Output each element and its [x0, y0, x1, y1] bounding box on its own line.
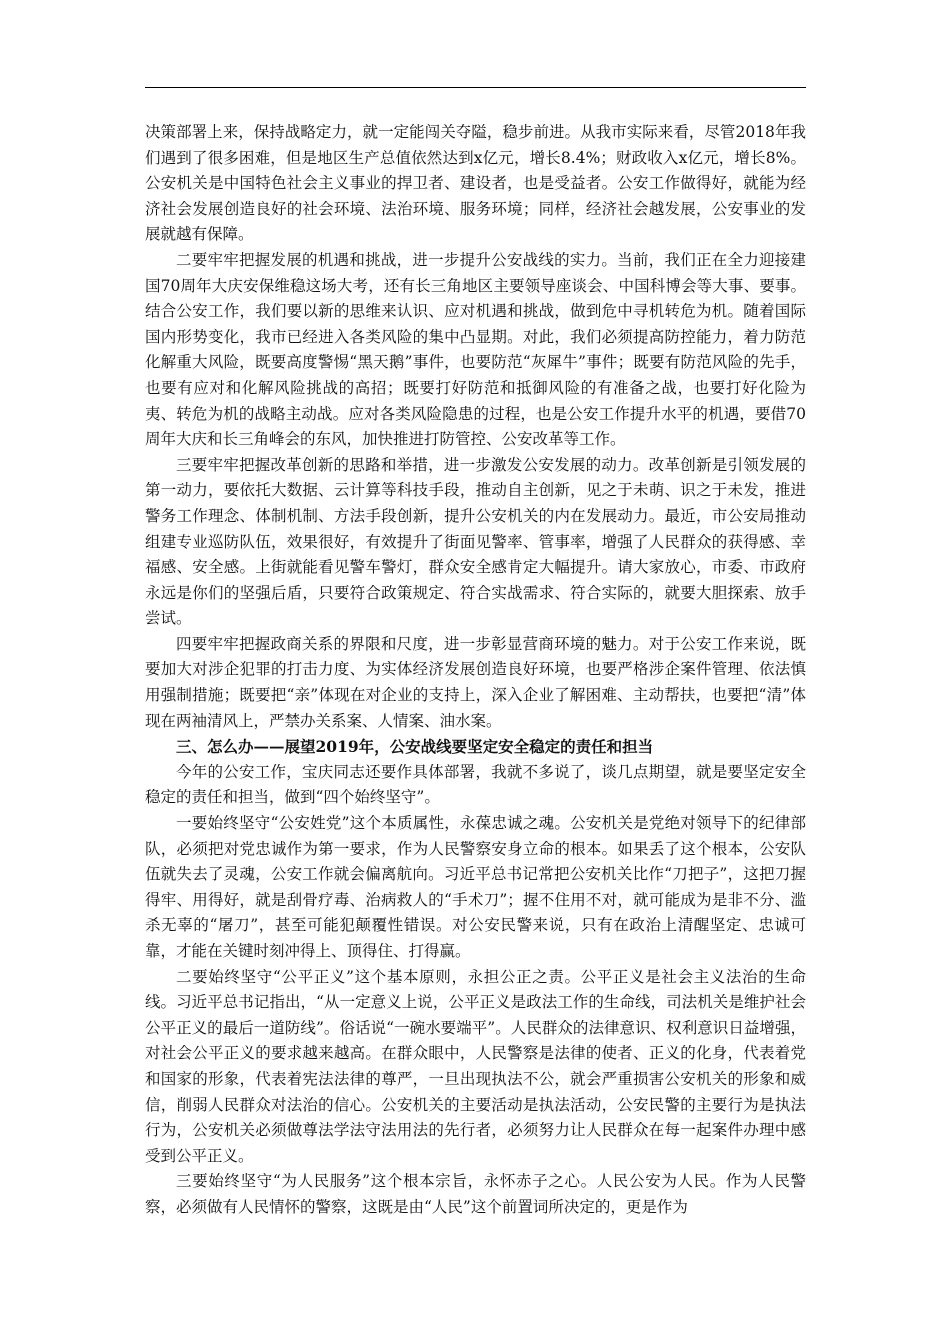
- header-rule: [145, 87, 806, 88]
- paragraph: 二要牢牢把握发展的机遇和挑战，进一步提升公安战线的实力。当前，我们正在全力迎接建国70周年大庆安保维稳这场大考，还有长三角地区主要领导座谈会、中国科博会等大事、要事。结合公安工作，我们要以新的思维来认识、应对机遇和挑战，做到危中寻机转危为机。随着国际国内形势变化，我市已经进入各类风险的集中凸显期。对此，我们必须提高防控能力，着力防范化解重大风险，既要高度警惕“黑天鹅”事件，也要防范“灰犀牛”事件；既要有防范风险的先手，也要有应对和化解风险挑战的高招；既要打好防范和抵御风险的有准备之战，也要打好化险为夷、转危为机的战略主动战。应对各类风险隐患的过程，也是公安工作提升水平的机遇，要借70周年大庆和长三角峰会的东风，加快推进打防管控、公安改革等工作。: [145, 250, 806, 449]
- paragraph: 一要始终坚守“公安姓党”这个本质属性，永葆忠诚之魂。公安机关是党绝对领导下的纪律部队，必须把对党忠诚作为第一要求，作为人民警察安身立命的根本。如果丢了这个根本，公安队伍就失去了灵魂，公安工作就会偏离航向。习近平总书记常把公安机关比作“刀把子”，这把刀握得牢、用得好，就是刮骨疗毒、治病救人的“手术刀”；握不住用不对，就可能成为是非不分、滥杀无辜的“屠刀”，甚至可能犯颠覆性错误。对公安民警来说，只有在政治上清醒坚定、忠诚可靠，才能在关键时刻冲得上、顶得住、打得赢。: [145, 814, 806, 960]
- paragraph: 三要牢牢把握改革创新的思路和举措，进一步激发公安发展的动力。改革创新是引领发展的第一动力，要依托大数据、云计算等科技手段，推动自主创新，见之于未萌、识之于未发，推进警务工作理念、体制机制、方法手段创新，提升公安机关的内在发展动力。最近，市公安局推动组建专业巡防队伍，效果很好，有效提升了街面见警率、管事率，增强了人民群众的获得感、幸福感、安全感。上街就能看见警车警灯，群众安全感肯定大幅提升。请大家放心，市委、市政府永远是你们的坚强后盾，只要符合政策规定、符合实战需求、符合实际的，就要大胆探索、放手尝试。: [145, 455, 806, 628]
- paragraph: 四要牢牢把握政商关系的界限和尺度，进一步彰显营商环境的魅力。对于公安工作来说，既要加大对涉企犯罪的打击力度、为实体经济发展创造良好环境，也要严格涉企案件管理、依法慎用强制措施；既要把“亲”体现在对企业的支持上，深入企业了解困难、主动帮扶，也要把“清”体现在两袖清风上，严禁办关系案、人情案、油水案。: [145, 634, 806, 730]
- paragraph: 今年的公安工作，宝庆同志还要作具体部署，我就不多说了，谈几点期望，就是要坚定安全稳定的责任和担当，做到“四个始终坚守”。: [145, 762, 806, 807]
- paragraph: 决策部署上来，保持战略定力，就一定能闯关夺隘，稳步前进。从我市实际来看，尽管2018年我们遇到了很多困难，但是地区生产总值依然达到x亿元，增长8.4%；财政收入x亿元，增长8%。公安机关是中国特色社会主义事业的捍卫者、建设者，也是受益者。公安工作做得好，就能为经济社会发展创造良好的社会环境、法治环境、服务环境；同样，经济社会越发展，公安事业的发展就越有保障。: [145, 123, 806, 244]
- paragraph: 二要始终坚守“公平正义”这个基本原则，永担公正之责。公平正义是社会主义法治的生命线。习近平总书记指出，“从一定意义上说，公平正义是政法工作的生命线，司法机关是维护社会公平正义的最后一道防线”。俗话说“一碗水要端平”。人民群众的法律意识、权利意识日益增强，对社会公平正义的要求越来越高。在群众眼中，人民警察是法律的使者、正义的化身，代表着党和国家的形象，代表着宪法法律的尊严，一旦出现执法不公，就会严重损害公安机关的形象和威信，削弱人民群众对法治的信心。公安机关的主要活动是执法活动，公安民警的主要行为是执法行为，公安机关必须做尊法学法守法用法的先行者，必须努力让人民群众在每一起案件办理中感受到公平正义。: [145, 967, 806, 1165]
- document-body: [145, 120, 806, 1221]
- section-heading: 三、怎么办——展望2019年，公安战线要坚定安全稳定的责任和担当: [176, 737, 654, 757]
- paragraph: 三要始终坚守“为人民服务”这个根本宗旨，永怀赤子之心。人民公安为人民。作为人民警察，必须做有人民情怀的警察，这既是由“人民”这个前置词所决定的，更是作为: [145, 1172, 806, 1216]
